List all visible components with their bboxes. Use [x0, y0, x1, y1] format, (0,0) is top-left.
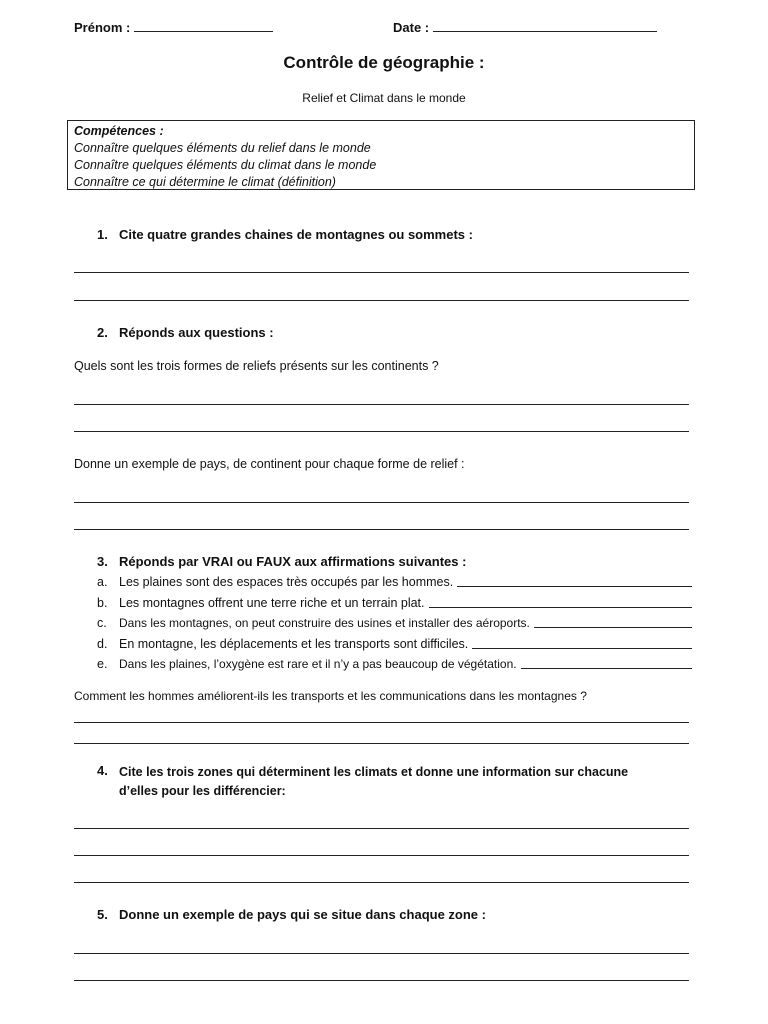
- item-letter: e.: [97, 657, 108, 671]
- answer-line[interactable]: [74, 502, 689, 503]
- answer-blank[interactable]: [457, 574, 692, 587]
- answer-blank[interactable]: [521, 656, 692, 669]
- answer-line[interactable]: [74, 404, 689, 405]
- competences-heading: Compétences :: [74, 124, 164, 138]
- answer-line[interactable]: [74, 300, 689, 301]
- true-false-item: [97, 656, 692, 672]
- answer-line[interactable]: [74, 828, 689, 829]
- answer-line[interactable]: [74, 882, 689, 883]
- item-statement: En montagne, les déplacements et les transports sont difficiles.: [119, 637, 469, 651]
- answer-line[interactable]: [74, 529, 689, 530]
- item-letter: d.: [97, 637, 108, 651]
- q3-number: 3.: [97, 554, 108, 569]
- answer-line[interactable]: [74, 722, 689, 723]
- item-letter: a.: [97, 575, 108, 589]
- q3-text: Réponds par VRAI ou FAUX aux affirmations suivantes :: [119, 554, 467, 569]
- q5-number: 5.: [97, 907, 108, 922]
- page-title: Contrôle de géographie :: [283, 53, 485, 72]
- item-statement: Les plaines sont des espaces très occupés par les hommes.: [119, 575, 454, 589]
- page-subtitle: Relief et Climat dans le monde: [302, 91, 466, 105]
- q2-text: Réponds aux questions :: [119, 325, 274, 340]
- competence-item: Connaître quelques éléments du relief dans le monde: [74, 141, 371, 155]
- q1-text: Cite quatre grandes chaines de montagnes ou sommets :: [119, 227, 473, 242]
- q2-number: 2.: [97, 325, 108, 340]
- true-false-item: [97, 574, 692, 590]
- competence-item: Connaître ce qui détermine le climat (définition): [74, 175, 336, 189]
- date-label: Date :: [393, 20, 430, 35]
- q2-subquestion-2: Donne un exemple de pays, de continent pour chaque forme de relief :: [74, 457, 465, 471]
- q3-followup: Comment les hommes améliorent-ils les transports et les communications dans les montagnes ?: [74, 689, 587, 703]
- prenom-blank[interactable]: [134, 19, 273, 32]
- item-letter: c.: [97, 616, 107, 630]
- date-blank[interactable]: [433, 19, 657, 32]
- item-letter: b.: [97, 596, 108, 610]
- item-statement: Dans les montagnes, on peut construire des usines et installer des aéroports.: [119, 616, 530, 630]
- answer-line[interactable]: [74, 431, 689, 432]
- answer-blank[interactable]: [472, 636, 692, 649]
- q1-number: 1.: [97, 227, 108, 242]
- q4-text: [119, 763, 694, 801]
- true-false-item: [97, 615, 692, 631]
- prenom-label: Prénom :: [74, 20, 131, 35]
- true-false-item: [97, 595, 692, 611]
- answer-blank[interactable]: [534, 615, 692, 628]
- answer-line[interactable]: [74, 272, 689, 273]
- q4-number: 4.: [97, 763, 108, 778]
- q2-subquestion-1: Quels sont les trois formes de reliefs présents sur les continents ?: [74, 359, 439, 373]
- prenom-field[interactable]: [74, 19, 273, 36]
- answer-line[interactable]: [74, 855, 689, 856]
- competences-box: [67, 120, 695, 190]
- competence-item: Connaître quelques éléments du climat dans le monde: [74, 158, 377, 172]
- q5-text: Donne un exemple de pays qui se situe dans chaque zone :: [119, 907, 486, 922]
- answer-line[interactable]: [74, 743, 689, 744]
- q4-text-line-2: d’elles pour les différencier:: [119, 784, 286, 798]
- q4-text-line-1: Cite les trois zones qui déterminent les climats et donne une information sur chacune: [119, 765, 629, 779]
- item-statement: Dans les plaines, l’oxygène est rare et il n’y a pas beaucoup de végétation.: [119, 657, 517, 671]
- true-false-item: [97, 636, 692, 652]
- answer-line[interactable]: [74, 953, 689, 954]
- date-field[interactable]: [393, 19, 657, 36]
- item-statement: Les montagnes offrent une terre riche et un terrain plat.: [119, 596, 425, 610]
- answer-blank[interactable]: [429, 595, 692, 608]
- answer-line[interactable]: [74, 980, 689, 981]
